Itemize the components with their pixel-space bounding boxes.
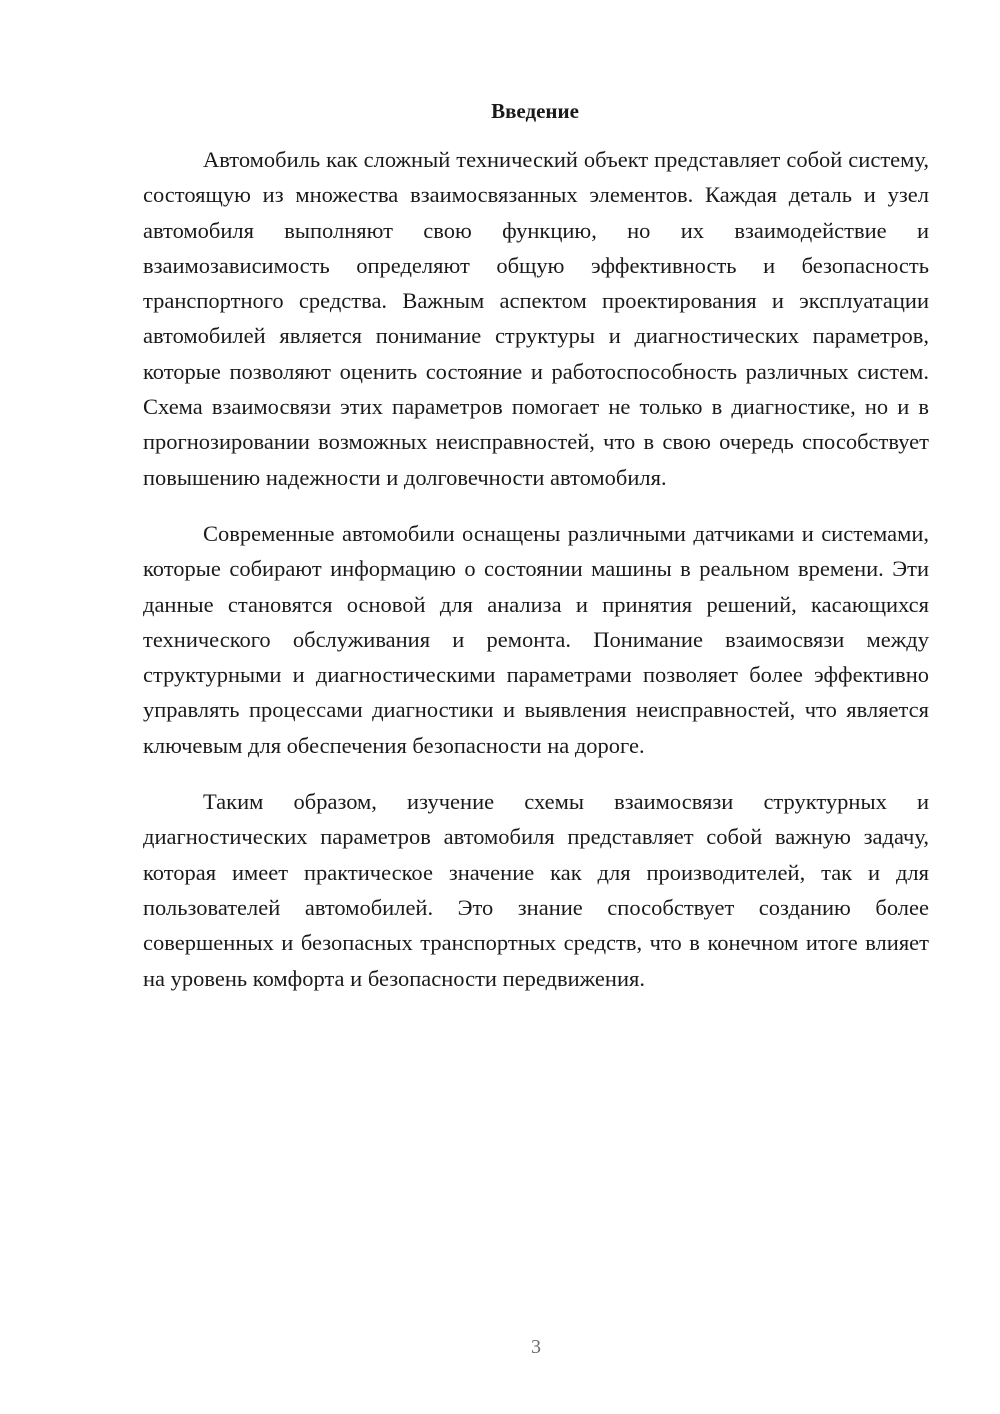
page-number: 3 — [531, 1336, 541, 1358]
page-title: Введение — [491, 99, 579, 123]
paragraph-sensors: Современные автомобили оснащены различными датчиками и системами, которые собирают информацию о состоянии машины в реальном времени. Эти данные становятся основой для анализа и принятия решений, касающихся технического обслуживания и ремонта. Понимание взаимосвязи между структурными и диагностическими параметрами позволяет более эффективно управлять процессами диагностики и выявления неисправностей, что является ключевым для обеспечения безопасности на дороге. — [143, 520, 929, 758]
paragraph-conclusion: Таким образом, изучение схемы взаимосвязи структурных и диагностических параметров автомобиля представляет собой важную задачу, которая имеет практическое значение как для производителей, так и для пользователей автомобилей. Это знание способствует созданию более совершенных и безопасных транспортных средств, что в конечном итоге влияет на уровень комфорта и безопасности передвижения. — [143, 789, 929, 991]
body-text — [143, 142, 929, 1017]
paragraph-intro: Автомобиль как сложный технический объект представляет собой систему, состоящую из множества взаимосвязанных элементов. Каждая деталь и узел автомобиля выполняют свою функцию, но их взаимодействие и взаимозависимость определяют общую эффективность и безопасность транспортного средства. Важным аспектом проектирования и эксплуатации автомобилей является понимание структуры и диагностических параметров, которые позволяют оценить состояние и работоспособность различных систем. Схема взаимосвязи этих параметров помогает не только в диагностике, но и в прогнозировании возможных неисправностей, что в свою очередь способствует повышению надежности и долговечности автомобиля. — [143, 147, 929, 490]
